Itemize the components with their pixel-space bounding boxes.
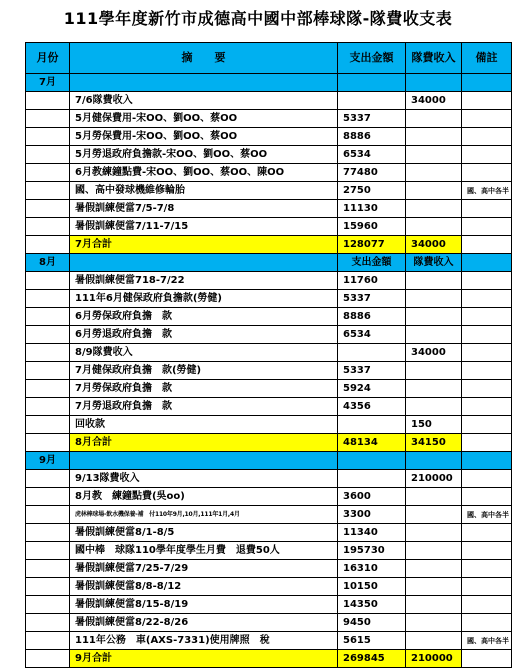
row-expense: 195730 xyxy=(338,542,406,560)
row-note xyxy=(462,416,512,434)
row-expense xyxy=(338,416,406,434)
row-expense: 11130 xyxy=(338,200,406,218)
row-income xyxy=(406,560,462,578)
month-cell xyxy=(26,650,70,668)
row-expense: 16310 xyxy=(338,560,406,578)
row-expense: 5924 xyxy=(338,380,406,398)
month-cell xyxy=(26,560,70,578)
total-desc: 7月合計 xyxy=(70,236,338,254)
month-cell xyxy=(26,110,70,128)
row-expense: 9450 xyxy=(338,614,406,632)
row-desc: 6月勞保政府負擔 款 xyxy=(70,308,338,326)
row-desc: 5月健保費用-宋OO、劉OO、蔡OO xyxy=(70,110,338,128)
month-note-cell xyxy=(462,74,512,92)
row-income xyxy=(406,614,462,632)
row-income: 210000 xyxy=(406,470,462,488)
table-row xyxy=(26,416,512,434)
month-row xyxy=(26,74,512,92)
row-note xyxy=(462,128,512,146)
month-note-cell xyxy=(462,254,512,272)
row-expense: 5337 xyxy=(338,362,406,380)
row-desc: 虎林棒球場-飲水機保養-補 付110年9月,10月,111年1月,4月 xyxy=(70,506,338,524)
row-income xyxy=(406,398,462,416)
month-cell xyxy=(26,434,70,452)
month-inc-cell xyxy=(406,74,462,92)
row-note xyxy=(462,542,512,560)
row-note xyxy=(462,578,512,596)
row-note xyxy=(462,290,512,308)
row-note xyxy=(462,92,512,110)
row-income xyxy=(406,308,462,326)
table-row xyxy=(26,110,512,128)
month-inc-cell xyxy=(406,452,462,470)
row-note xyxy=(462,470,512,488)
table-row xyxy=(26,200,512,218)
row-expense xyxy=(338,92,406,110)
table-row xyxy=(26,308,512,326)
row-note xyxy=(462,218,512,236)
row-income xyxy=(406,164,462,182)
month-row xyxy=(26,254,512,272)
row-desc: 國中棒 球隊110學年度學生月費 退費50人 xyxy=(70,542,338,560)
row-desc: 7月健保政府負擔 款(勞健) xyxy=(70,362,338,380)
row-expense: 8886 xyxy=(338,128,406,146)
row-expense xyxy=(338,470,406,488)
row-income xyxy=(406,290,462,308)
header-month: 月份 xyxy=(26,43,70,74)
month-cell xyxy=(26,542,70,560)
row-income xyxy=(406,506,462,524)
month-cell xyxy=(26,398,70,416)
row-desc: 111年公務 車(AXS-7331)使用牌照 稅 xyxy=(70,632,338,650)
row-income xyxy=(406,272,462,290)
row-income xyxy=(406,596,462,614)
header-expense: 支出金額 xyxy=(338,43,406,74)
month-cell xyxy=(26,488,70,506)
total-note-cell xyxy=(462,650,512,668)
row-desc: 7月勞退政府負擔 款 xyxy=(70,398,338,416)
row-expense: 5615 xyxy=(338,632,406,650)
month-exp-cell xyxy=(338,452,406,470)
month-cell xyxy=(26,524,70,542)
total-income: 210000 xyxy=(406,650,462,668)
row-expense: 6534 xyxy=(338,146,406,164)
row-note: 國、高中各半 xyxy=(462,506,512,524)
subhead-income: 隊費收入 xyxy=(406,254,462,272)
month-desc-cell xyxy=(70,74,338,92)
row-expense: 5337 xyxy=(338,290,406,308)
total-income: 34150 xyxy=(406,434,462,452)
table-row xyxy=(26,578,512,596)
table-row xyxy=(26,164,512,182)
month-cell xyxy=(26,416,70,434)
row-note xyxy=(462,380,512,398)
table-row xyxy=(26,560,512,578)
table-row xyxy=(26,128,512,146)
month-cell xyxy=(26,182,70,200)
row-note xyxy=(462,110,512,128)
row-expense: 4356 xyxy=(338,398,406,416)
month-cell xyxy=(26,128,70,146)
month-cell xyxy=(26,146,70,164)
month-cell xyxy=(26,614,70,632)
ledger-body xyxy=(26,74,512,668)
row-desc: 111年6月健保政府負擔款(勞健) xyxy=(70,290,338,308)
row-desc: 暑假訓練便當8/22-8/26 xyxy=(70,614,338,632)
month-desc-cell xyxy=(70,254,338,272)
row-expense: 15960 xyxy=(338,218,406,236)
row-note xyxy=(462,146,512,164)
row-desc: 5月勞保費用-宋OO、劉OO、蔡OO xyxy=(70,128,338,146)
month-cell xyxy=(26,380,70,398)
header-note: 備註 xyxy=(462,43,512,74)
table-row xyxy=(26,146,512,164)
row-note xyxy=(462,272,512,290)
row-note xyxy=(462,398,512,416)
table-row xyxy=(26,542,512,560)
row-income xyxy=(406,200,462,218)
row-expense: 5337 xyxy=(338,110,406,128)
row-desc: 8/9隊費收入 xyxy=(70,344,338,362)
row-expense: 11340 xyxy=(338,524,406,542)
month-cell xyxy=(26,344,70,362)
total-desc: 8月合計 xyxy=(70,434,338,452)
row-income xyxy=(406,128,462,146)
row-desc: 暑假訓練便當8/8-8/12 xyxy=(70,578,338,596)
month-cell xyxy=(26,578,70,596)
total-expense: 128077 xyxy=(338,236,406,254)
month-cell xyxy=(26,326,70,344)
row-income xyxy=(406,326,462,344)
page-title: 111學年度新竹市成德高中國中部棒球隊-隊費收支表 xyxy=(63,9,453,28)
row-note xyxy=(462,164,512,182)
month-label: 7月 xyxy=(26,74,70,92)
row-desc: 暑假訓練便當7/11-7/15 xyxy=(70,218,338,236)
row-desc: 暑假訓練便當718-7/22 xyxy=(70,272,338,290)
row-income xyxy=(406,110,462,128)
month-note-cell xyxy=(462,452,512,470)
total-note-cell xyxy=(462,434,512,452)
row-note: 國、高中各半 xyxy=(462,182,512,200)
table-row xyxy=(26,272,512,290)
month-desc-cell xyxy=(70,452,338,470)
row-expense: 3600 xyxy=(338,488,406,506)
table-row xyxy=(26,218,512,236)
row-expense: 11760 xyxy=(338,272,406,290)
table-row xyxy=(26,380,512,398)
table-row xyxy=(26,506,512,524)
row-expense: 77480 xyxy=(338,164,406,182)
month-cell xyxy=(26,308,70,326)
row-expense: 10150 xyxy=(338,578,406,596)
row-desc: 5月勞退政府負擔款-宋OO、劉OO、蔡OO xyxy=(70,146,338,164)
row-note xyxy=(462,308,512,326)
row-note: 國、高中各半 xyxy=(462,632,512,650)
header-income: 隊費收入 xyxy=(406,43,462,74)
row-desc: 暑假訓練便當7/5-7/8 xyxy=(70,200,338,218)
row-income: 34000 xyxy=(406,92,462,110)
row-income xyxy=(406,578,462,596)
month-cell xyxy=(26,236,70,254)
row-desc: 國、高中發球機維修輪胎 xyxy=(70,182,338,200)
total-expense: 48134 xyxy=(338,434,406,452)
row-desc: 6月教練鐘點費-宋OO、劉OO、蔡OO、陳OO xyxy=(70,164,338,182)
row-desc: 9/13隊費收入 xyxy=(70,470,338,488)
row-income: 150 xyxy=(406,416,462,434)
month-label: 9月 xyxy=(26,452,70,470)
row-note xyxy=(462,344,512,362)
row-note xyxy=(462,200,512,218)
row-income xyxy=(406,632,462,650)
row-expense: 8886 xyxy=(338,308,406,326)
table-row xyxy=(26,632,512,650)
table-row xyxy=(26,326,512,344)
row-desc: 暑假訓練便當7/25-7/29 xyxy=(70,560,338,578)
month-cell xyxy=(26,362,70,380)
row-expense: 6534 xyxy=(338,326,406,344)
total-row xyxy=(26,236,512,254)
table-row xyxy=(26,596,512,614)
row-income xyxy=(406,146,462,164)
row-income xyxy=(406,362,462,380)
total-note-cell xyxy=(462,236,512,254)
row-note xyxy=(462,362,512,380)
row-desc: 7/6隊費收入 xyxy=(70,92,338,110)
row-note xyxy=(462,488,512,506)
total-row xyxy=(26,434,512,452)
row-income xyxy=(406,380,462,398)
row-desc: 暑假訓練便當8/1-8/5 xyxy=(70,524,338,542)
row-income: 34000 xyxy=(406,344,462,362)
row-desc: 8月教 練鐘點費(吳oo) xyxy=(70,488,338,506)
total-desc: 9月合計 xyxy=(70,650,338,668)
table-row xyxy=(26,182,512,200)
row-note xyxy=(462,326,512,344)
month-cell xyxy=(26,200,70,218)
month-cell xyxy=(26,290,70,308)
month-cell xyxy=(26,272,70,290)
header-row xyxy=(26,43,512,74)
row-income xyxy=(406,488,462,506)
table-row xyxy=(26,488,512,506)
row-note xyxy=(462,596,512,614)
table-row xyxy=(26,614,512,632)
subhead-expense: 支出金額 xyxy=(338,254,406,272)
table-row xyxy=(26,344,512,362)
month-cell xyxy=(26,506,70,524)
month-cell xyxy=(26,164,70,182)
month-exp-cell xyxy=(338,74,406,92)
month-cell xyxy=(26,218,70,236)
row-income xyxy=(406,524,462,542)
month-cell xyxy=(26,596,70,614)
row-income xyxy=(406,182,462,200)
row-expense: 2750 xyxy=(338,182,406,200)
row-desc: 回收款 xyxy=(70,416,338,434)
ledger-table xyxy=(25,42,512,668)
month-cell xyxy=(26,92,70,110)
table-row xyxy=(26,290,512,308)
table-row xyxy=(26,470,512,488)
row-expense: 14350 xyxy=(338,596,406,614)
row-note xyxy=(462,614,512,632)
row-income xyxy=(406,218,462,236)
row-desc: 暑假訓練便當8/15-8/19 xyxy=(70,596,338,614)
row-income xyxy=(406,542,462,560)
month-cell xyxy=(26,470,70,488)
table-row xyxy=(26,398,512,416)
row-note xyxy=(462,524,512,542)
table-row xyxy=(26,362,512,380)
row-expense: 3300 xyxy=(338,506,406,524)
row-note xyxy=(462,560,512,578)
total-income: 34000 xyxy=(406,236,462,254)
month-cell xyxy=(26,632,70,650)
header-desc: 摘 要 xyxy=(70,43,338,74)
row-desc: 6月勞退政府負擔 款 xyxy=(70,326,338,344)
table-row xyxy=(26,524,512,542)
total-expense: 269845 xyxy=(338,650,406,668)
total-row xyxy=(26,650,512,668)
row-expense xyxy=(338,344,406,362)
row-desc: 7月勞保政府負擔 款 xyxy=(70,380,338,398)
month-label: 8月 xyxy=(26,254,70,272)
month-row xyxy=(26,452,512,470)
table-row xyxy=(26,92,512,110)
